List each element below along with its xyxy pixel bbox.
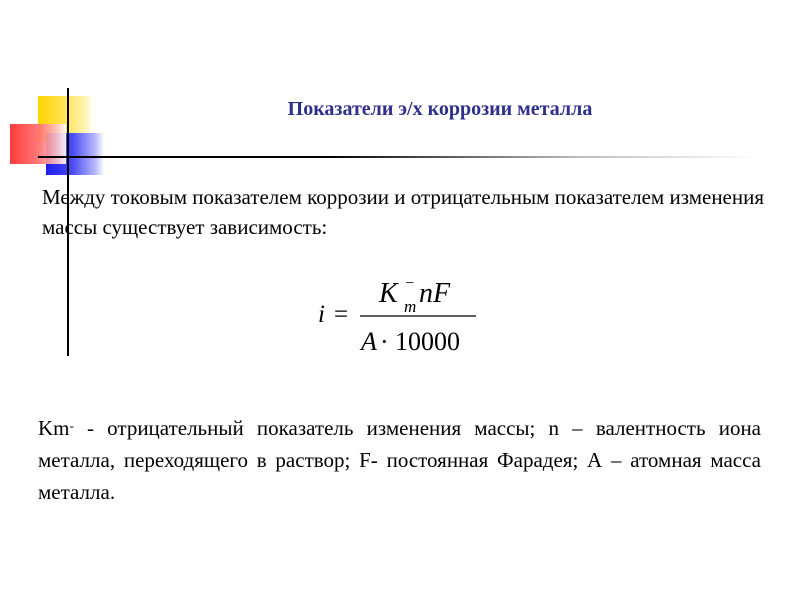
km-superscript: - (69, 418, 74, 433)
formula-lhs: i (318, 301, 325, 328)
formula-numerator-rest: nF (419, 278, 451, 309)
formula-k: K (379, 278, 398, 309)
formula-a: A (361, 327, 377, 356)
slide-title: Показатели э/х коррозии металла (287, 98, 593, 120)
legend-paragraph (38, 412, 761, 508)
formula-k-subscript: m (404, 297, 417, 316)
red-square-decoration (10, 124, 66, 164)
formula-k-superscript: − (405, 275, 415, 292)
formula-dot: · (380, 327, 389, 356)
horizontal-rule (38, 156, 758, 158)
formula-constant: 10000 (395, 327, 460, 356)
current-index-formula (306, 268, 496, 364)
formula-equals: = (334, 301, 349, 328)
intro-paragraph: Между токовым показателем коррозии и отрицательным показателем изменения массы существует зависимость: (42, 185, 765, 239)
km-symbol: Km (38, 416, 70, 440)
legend-text: - отрицательный показатель изменения массы; n – валентность иона металла, переходящего в раствор; F- постоянная Фарадея; А – атомная масса металла. (38, 416, 761, 504)
